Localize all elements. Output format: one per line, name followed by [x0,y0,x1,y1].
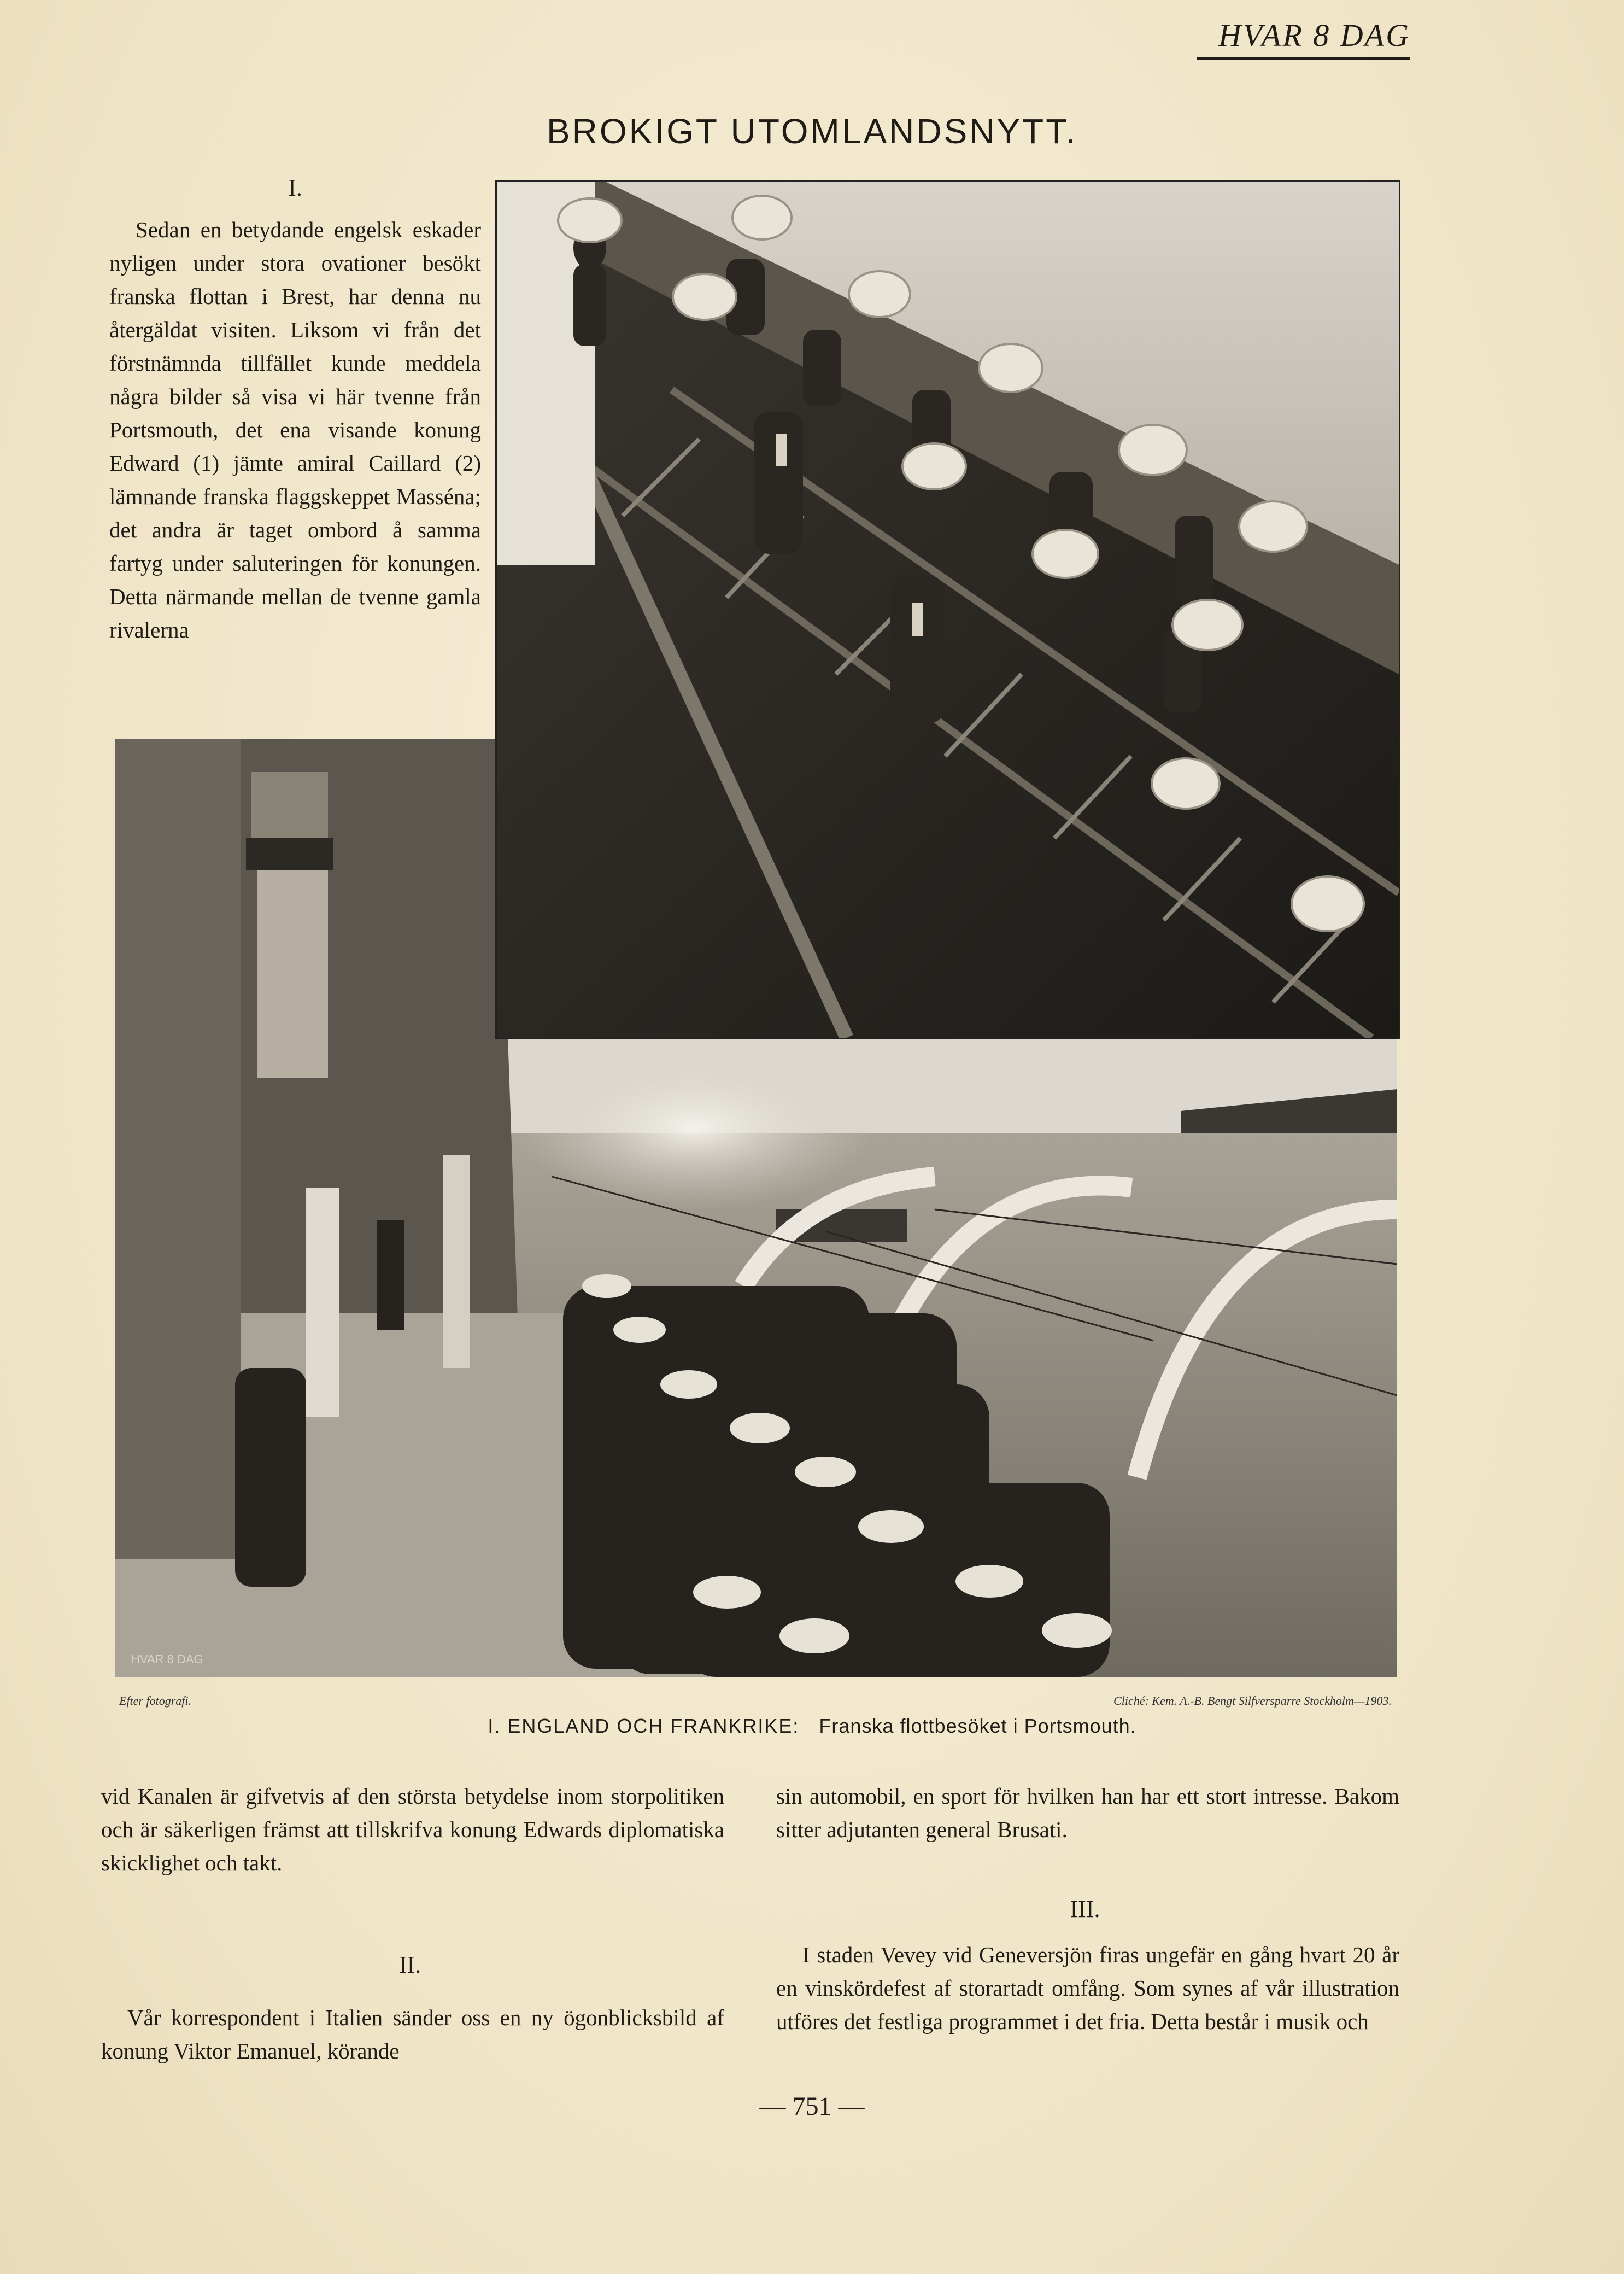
section-2-continuation: sin automobil, en sport för hvilken han har ett stort intresse. Bakom sitter adjutanten general Brusati. [776,1784,1399,1842]
caption-label: I. ENGLAND OCH FRANKRIKE: [488,1715,800,1737]
section-1-numeral: I. [288,174,302,201]
section-3-paragraph: I staden Vevey vid Geneversjön firas ungefär en gång hvart 20 år en vinskördefest af storartadt omfång. Som synes af vår illustration utföres det festliga programmet i det fria. Detta består i musik och [776,1942,1399,2034]
figure-caption [0,1715,1624,1738]
magazine-header: HVAR 8 DAG [1197,17,1410,60]
gangway-illustration [497,182,1399,1038]
section-1-continuation: vid Kanalen är gifvetvis af den största betydelse inom storpolitiken och är säkerligen främst att tillskrifva konung Edwards diplomatiska skicklighet och takt. [101,1784,724,1875]
photo-officers-gangway [495,180,1400,1039]
section-1-paragraph: Sedan en betydande engelsk eskader nyligen under stora ovationer besökt franska flottan i Brest, har denna nu återgäldat visiten. Liksom vi från det förstnämnda tillfället kunde meddela några bilder så visa vi här tvenne från Portsmouth, det ena visande konung Edward (1) jämte amiral Caillard (2) lämnande franska flaggskeppet Masséna; det andra är taget ombord å samma fartyg under saluteringen för konungen. Detta närmande mellan de tvenne gamla rivalerna [109,217,481,642]
section-2-text-right [776,1780,1399,1846]
section-3-text [776,1938,1399,2038]
photo-watermark: HVAR 8 DAG [131,1652,203,1666]
section-3-numeral: III. [1070,1896,1100,1922]
page-title: BROKIGT UTOMLANDSNYTT. [546,111,1078,151]
page-number: — 751 — [759,2092,865,2121]
section-1-text-top [109,213,481,647]
section-2-text-left [101,2001,724,2068]
photo-credit-left: Efter fotografi. [119,1694,191,1708]
section-2-paragraph-start: Vår korrespondent i Italien sänder oss en ny ögonblicksbild af konung Viktor Emanuel, körande [101,2005,724,2063]
photo-credit-right: Cliché: Kem. A.-B. Bengt Silfversparre Stockholm—1903. [1113,1694,1392,1708]
section-2-numeral: II. [398,1951,421,1978]
caption-text: Franska flottbesöket i Portsmouth. [819,1715,1136,1737]
section-1-text-bottom [101,1780,724,1880]
